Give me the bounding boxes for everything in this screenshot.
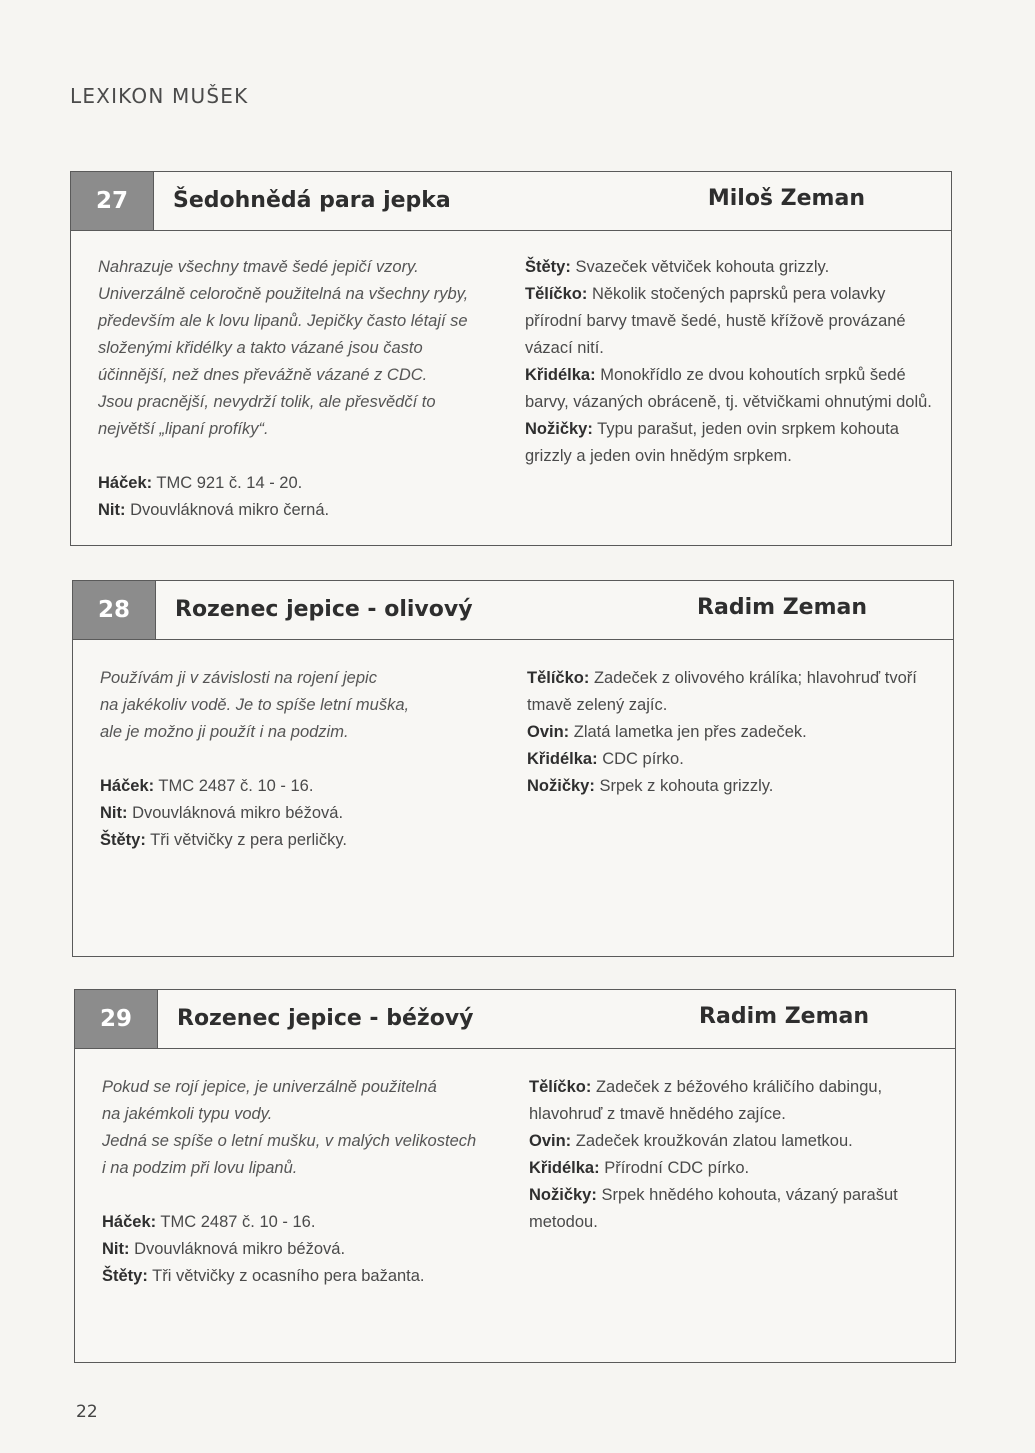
- card-description: [98, 254, 508, 443]
- spec-thread: Nit: Dvouvláknová mikro béžová.: [100, 804, 344, 822]
- page-number: 22: [76, 1402, 98, 1422]
- card-description: [102, 1074, 512, 1182]
- card-number: 27: [71, 172, 154, 230]
- card-title: Rozenec jepice - béžový: [177, 1006, 474, 1031]
- description-line: Jedná se spíše o letní mušku, v malých velikostech: [102, 1132, 477, 1150]
- card-right-column: [529, 1074, 939, 1236]
- spec-thread: Nit: Dvouvláknová mikro černá.: [98, 501, 330, 519]
- card-title: Rozenec jepice - olivový: [175, 597, 473, 622]
- spec-legs: Nožičky: Typu parašut, jeden ovin srpkem kohouta grizzly a jeden ovin hnědým srpkem.: [525, 420, 899, 465]
- card-description: [100, 665, 510, 746]
- card-left-column: [102, 1074, 512, 1290]
- spec-wings: Křidélka: Přírodní CDC pírko.: [529, 1159, 750, 1177]
- description-line: Pokud se rojí jepice, je univerzálně použitelná: [102, 1078, 437, 1096]
- spec-body: Tělíčko: Zadeček z olivového králíka; hlavohruď tvoří tmavě zelený zajíc.: [527, 669, 917, 714]
- description-line: Univerzálně celoročně použitelná na všechny ryby,: [98, 285, 469, 303]
- spec-rib: Ovin: Zadeček kroužkován zlatou lametkou.: [529, 1132, 853, 1150]
- description-line: největší „lipaní profíky“.: [98, 420, 269, 438]
- card-right-column: [525, 254, 935, 470]
- description-line: především ale k lovu lipanů. Jepičky často létají se: [98, 312, 468, 330]
- spec-thread: Nit: Dvouvláknová mikro béžová.: [102, 1240, 346, 1258]
- card-author: Radim Zeman: [697, 595, 867, 620]
- spec-tails: Štěty: Tři větvičky z ocasního pera bažanta.: [102, 1267, 425, 1285]
- spec-hook: Háček: TMC 2487 č. 10 - 16.: [100, 777, 314, 795]
- spec-hook: Háček: TMC 921 č. 14 - 20.: [98, 474, 303, 492]
- spec-wings: Křidélka: Monokřídlo ze dvou kohoutích srpků šedé barvy, vázaných obráceně, tj. větvičkami ohnutými dolů.: [525, 366, 932, 411]
- description-line: ale je možno ji použít i na podzim.: [100, 723, 349, 741]
- description-line: Nahrazuje všechny tmavě šedé jepičí vzory.: [98, 258, 419, 276]
- description-line: i na podzim při lovu lipanů.: [102, 1159, 298, 1177]
- card-number: 29: [75, 990, 158, 1048]
- description-line: na jakékoliv vodě. Je to spíše letní muška,: [100, 696, 410, 714]
- fly-card-29: [74, 989, 956, 1363]
- spec-tails: Štěty: Tři větvičky z pera perličky.: [100, 831, 347, 849]
- card-header: [75, 990, 955, 1049]
- card-right-column: [527, 665, 937, 800]
- description-line: složenými křidélky a takto vázané jsou často: [98, 339, 423, 357]
- description-line: účinnější, než dnes převážně vázané z CDC.: [98, 366, 428, 384]
- card-number: 28: [73, 581, 156, 639]
- description-line: Používám ji v závislosti na rojení jepic: [100, 669, 377, 687]
- card-left-column: [98, 254, 508, 524]
- fly-card-27: [70, 171, 952, 546]
- card-header: [71, 172, 951, 231]
- description-line: Jsou pracnější, nevydrží tolik, ale přesvědčí to: [98, 393, 436, 411]
- spec-wings: Křidélka: CDC pírko.: [527, 750, 684, 768]
- spec-body: Tělíčko: Zadeček z béžového králičího dabingu, hlavohruď z tmavě hnědého zajíce.: [529, 1078, 883, 1123]
- spec-legs: Nožičky: Srpek z kohouta grizzly.: [527, 777, 774, 795]
- spec-hook: Háček: TMC 2487 č. 10 - 16.: [102, 1213, 316, 1231]
- card-left-column: [100, 665, 510, 854]
- card-author: Miloš Zeman: [707, 186, 865, 211]
- description-line: na jakémkoli typu vody.: [102, 1105, 273, 1123]
- spec-body: Tělíčko: Několik stočených paprsků pera volavky přírodní barvy tmavě šedé, hustě křížově provázané vázací nití.: [525, 285, 906, 357]
- card-header: [73, 581, 953, 640]
- spec-legs: Nožičky: Srpek hnědého kohouta, vázaný parašut metodou.: [529, 1186, 898, 1231]
- card-author: Radim Zeman: [699, 1004, 869, 1029]
- page-header: LEXIKON MUŠEK: [70, 84, 249, 108]
- fly-card-28: [72, 580, 954, 957]
- spec-tails: Štěty: Svazeček větviček kohouta grizzly.: [525, 258, 830, 276]
- spec-rib: Ovin: Zlatá lametka jen přes zadeček.: [527, 723, 807, 741]
- card-title: Šedohnědá para jepka: [173, 188, 451, 213]
